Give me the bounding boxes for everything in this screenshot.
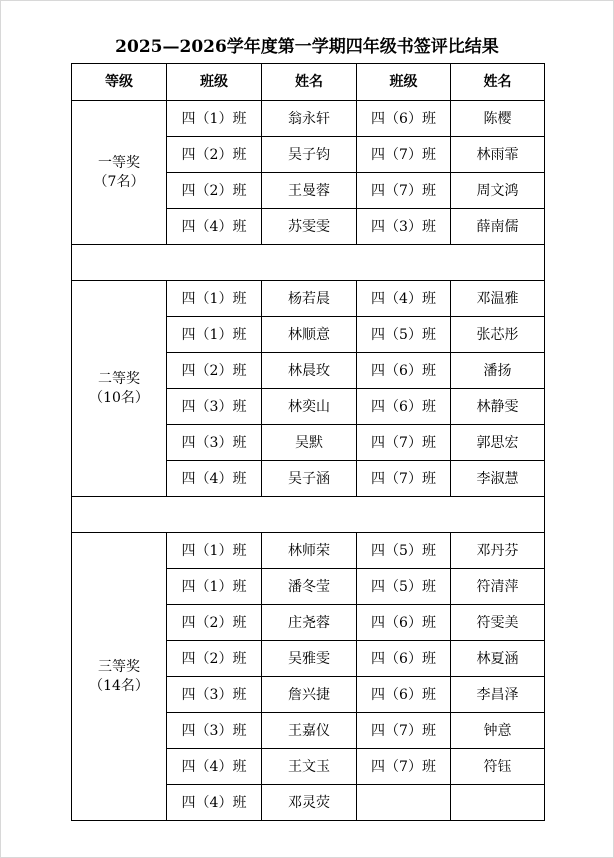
class-left-cell: 四（1）班 xyxy=(167,317,262,353)
class-left-cell: 四（2）班 xyxy=(167,605,262,641)
award-count-label: （7名） xyxy=(93,173,145,190)
name-right-cell: 李淑慧 xyxy=(451,461,545,497)
name-left-cell: 林晨玫 xyxy=(262,353,357,389)
class-right-cell: 四（7）班 xyxy=(357,425,451,461)
name-right-cell: 林雨霏 xyxy=(451,137,545,173)
name-right-cell: 郭思宏 xyxy=(451,425,545,461)
name-right-cell: 符钰 xyxy=(451,749,545,785)
table-row xyxy=(72,101,545,137)
award-level-cell xyxy=(72,533,167,821)
class-left-cell: 四（3）班 xyxy=(167,713,262,749)
name-right-cell: 林静雯 xyxy=(451,389,545,425)
name-right-cell: 张芯彤 xyxy=(451,317,545,353)
name-left-cell: 庄尧蓉 xyxy=(262,605,357,641)
header-row xyxy=(72,64,545,101)
name-left-cell: 杨若晨 xyxy=(262,281,357,317)
class-right-cell: 四（7）班 xyxy=(357,173,451,209)
class-left-cell: 四（1）班 xyxy=(167,569,262,605)
class-left-cell: 四（3）班 xyxy=(167,389,262,425)
name-right-cell: 邓温雅 xyxy=(451,281,545,317)
name-left-cell: 王嘉仪 xyxy=(262,713,357,749)
name-right-cell: 符清萍 xyxy=(451,569,545,605)
class-right-cell: 四（6）班 xyxy=(357,677,451,713)
separator-cell xyxy=(72,497,545,533)
name-left-cell: 詹兴捷 xyxy=(262,677,357,713)
name-left-cell: 吴默 xyxy=(262,425,357,461)
class-right-cell: 四（5）班 xyxy=(357,569,451,605)
separator-cell xyxy=(72,245,545,281)
class-right-cell: 四（6）班 xyxy=(357,101,451,137)
award-level-label: 一等奖 xyxy=(98,154,140,171)
name-left-cell: 王文玉 xyxy=(262,749,357,785)
results-body xyxy=(72,101,545,821)
class-left-cell: 四（4）班 xyxy=(167,785,262,821)
class-right-cell xyxy=(357,785,451,821)
award-count-label: （10名） xyxy=(89,389,149,406)
results-table xyxy=(71,63,545,821)
name-left-cell: 林师荣 xyxy=(262,533,357,569)
group-separator-row xyxy=(72,245,545,281)
name-right-cell: 陈樱 xyxy=(451,101,545,137)
award-level-label: 二等奖 xyxy=(98,370,140,387)
class-right-cell: 四（6）班 xyxy=(357,605,451,641)
header-name-1: 姓名 xyxy=(262,64,357,101)
name-left-cell: 王曼蓉 xyxy=(262,173,357,209)
header-class-2: 班级 xyxy=(357,64,451,101)
class-left-cell: 四（4）班 xyxy=(167,209,262,245)
name-right-cell: 李昌泽 xyxy=(451,677,545,713)
class-right-cell: 四（7）班 xyxy=(357,137,451,173)
class-left-cell: 四（1）班 xyxy=(167,281,262,317)
name-right-cell: 符雯美 xyxy=(451,605,545,641)
award-level-cell xyxy=(72,281,167,497)
name-left-cell: 邓灵荧 xyxy=(262,785,357,821)
name-left-cell: 翁永轩 xyxy=(262,101,357,137)
document-title: 2025—2026学年度第一学期四年级书签评比结果 xyxy=(115,37,499,57)
name-right-cell: 薛南儒 xyxy=(451,209,545,245)
class-left-cell: 四（4）班 xyxy=(167,461,262,497)
name-right-cell: 潘扬 xyxy=(451,353,545,389)
class-left-cell: 四（3）班 xyxy=(167,677,262,713)
header-class-1: 班级 xyxy=(167,64,262,101)
class-right-cell: 四（7）班 xyxy=(357,461,451,497)
class-right-cell: 四（5）班 xyxy=(357,533,451,569)
table-row xyxy=(72,533,545,569)
class-left-cell: 四（4）班 xyxy=(167,749,262,785)
class-right-cell: 四（7）班 xyxy=(357,749,451,785)
award-count-label: （14名） xyxy=(89,677,149,694)
group-separator-row xyxy=(72,497,545,533)
class-right-cell: 四（6）班 xyxy=(357,641,451,677)
class-right-cell: 四（6）班 xyxy=(357,389,451,425)
name-left-cell: 吴子钧 xyxy=(262,137,357,173)
award-level-cell xyxy=(72,101,167,245)
class-left-cell: 四（1）班 xyxy=(167,533,262,569)
class-right-cell: 四（3）班 xyxy=(357,209,451,245)
name-right-cell: 钟意 xyxy=(451,713,545,749)
class-right-cell: 四（7）班 xyxy=(357,713,451,749)
class-left-cell: 四（2）班 xyxy=(167,353,262,389)
class-left-cell: 四（1）班 xyxy=(167,101,262,137)
class-right-cell: 四（5）班 xyxy=(357,317,451,353)
name-right-cell: 林夏涵 xyxy=(451,641,545,677)
name-left-cell: 吴雅雯 xyxy=(262,641,357,677)
class-left-cell: 四（3）班 xyxy=(167,425,262,461)
name-left-cell: 潘冬莹 xyxy=(262,569,357,605)
name-left-cell: 林顺意 xyxy=(262,317,357,353)
name-right-cell: 邓丹芬 xyxy=(451,533,545,569)
class-right-cell: 四（4）班 xyxy=(357,281,451,317)
award-level-label: 三等奖 xyxy=(98,658,140,675)
name-left-cell: 林奕山 xyxy=(262,389,357,425)
class-right-cell: 四（6）班 xyxy=(357,353,451,389)
class-left-cell: 四（2）班 xyxy=(167,641,262,677)
table-row xyxy=(72,281,545,317)
name-right-cell: 周文鸿 xyxy=(451,173,545,209)
class-left-cell: 四（2）班 xyxy=(167,173,262,209)
name-right-cell xyxy=(451,785,545,821)
name-left-cell: 吴子涵 xyxy=(262,461,357,497)
class-left-cell: 四（2）班 xyxy=(167,137,262,173)
header-level: 等级 xyxy=(72,64,167,101)
name-left-cell: 苏雯雯 xyxy=(262,209,357,245)
header-name-2: 姓名 xyxy=(451,64,545,101)
